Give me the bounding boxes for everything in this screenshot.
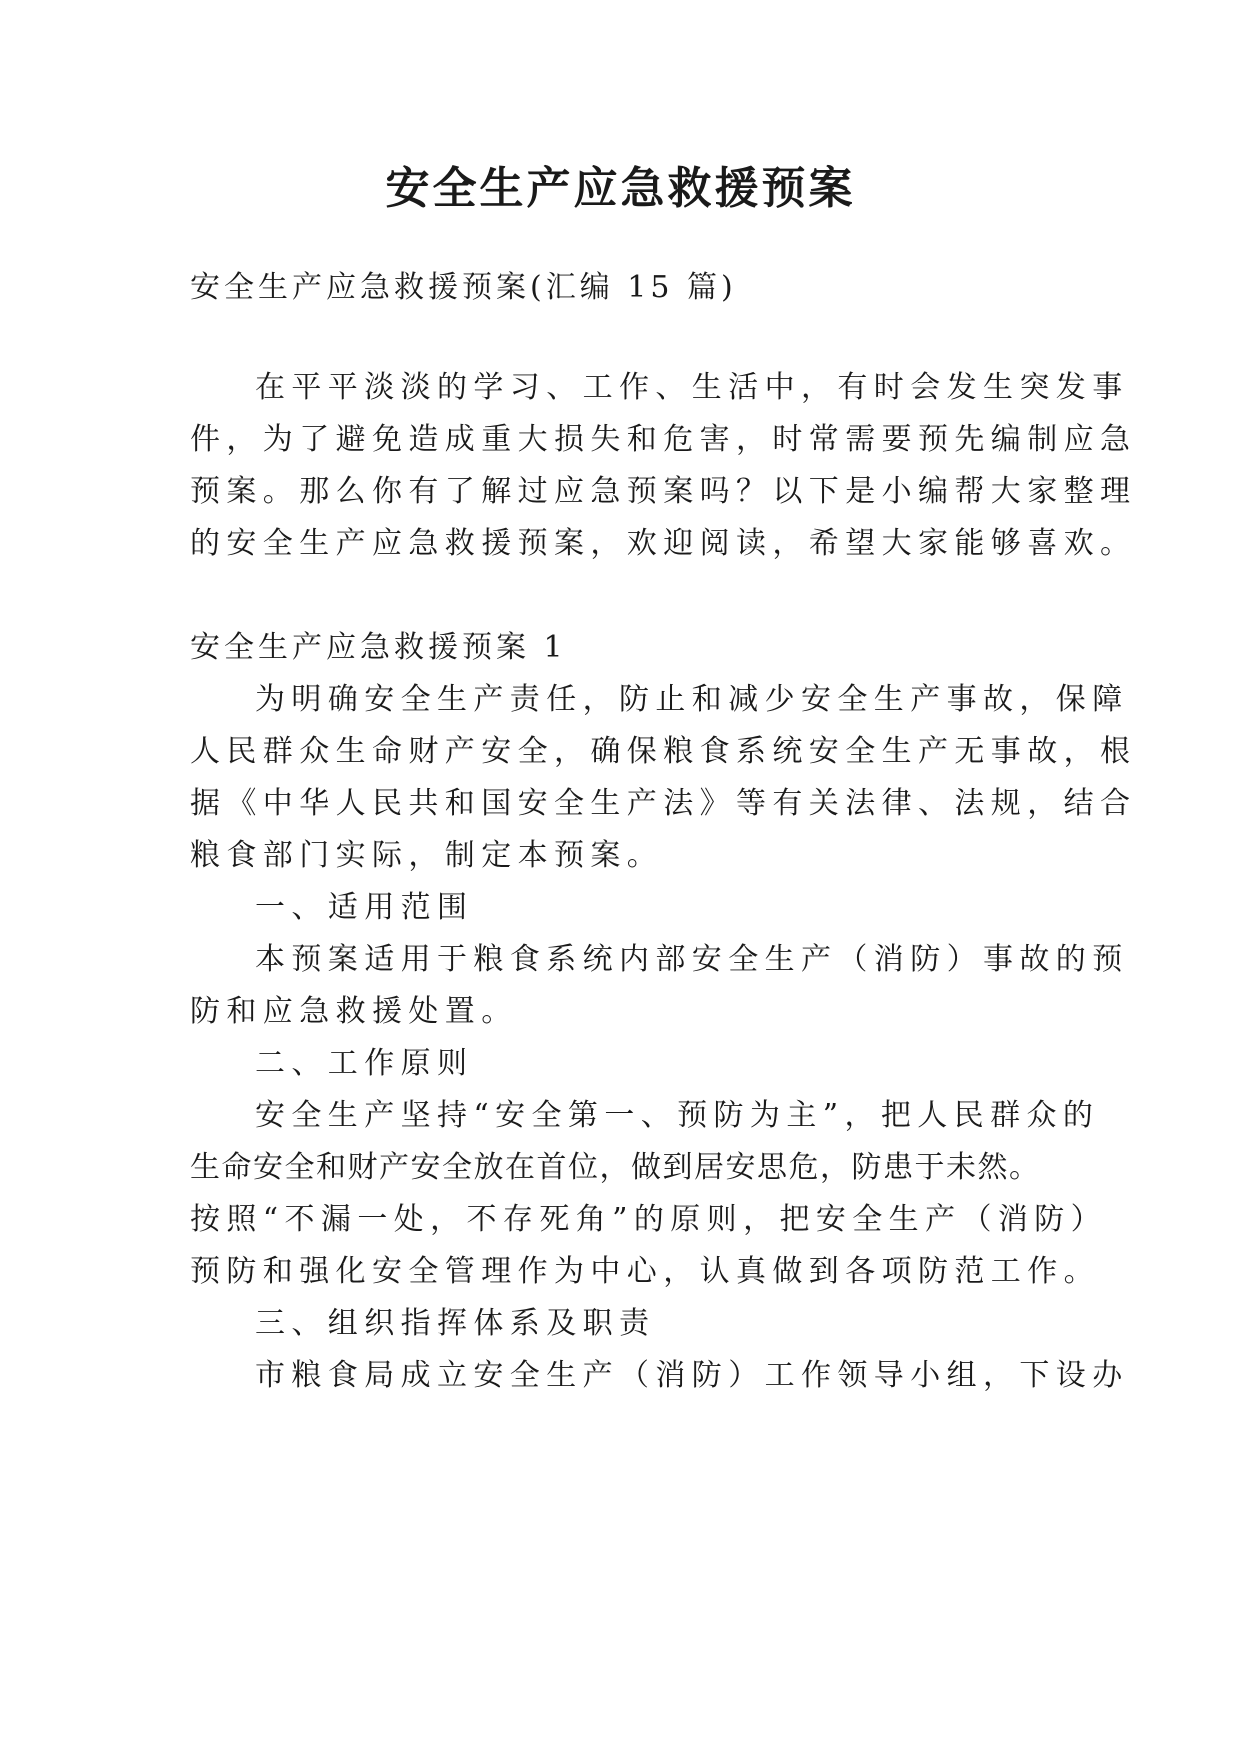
body-line-2: 人民群众生命财产安全，确保粮食系统安全生产无事故，根 (190, 734, 1137, 769)
intro-line-4: 的安全生产应急救援预案，欢迎阅读，希望大家能够喜欢。 (190, 526, 1137, 561)
body-line-7: 防和应急救援处置。 (190, 994, 518, 1029)
body-line-4: 粮食部门实际，制定本预案。 (190, 838, 664, 873)
document-title: 安全生产应急救援预案 (385, 163, 856, 214)
intro-line-2: 件，为了避免造成重大损失和危害，时常需要预先编制应急 (190, 422, 1137, 457)
intro-line-3: 预案。那么你有了解过应急预案吗？以下是小编帮大家整理 (190, 474, 1137, 509)
section-heading: 安全生产应急救援预案 1 (190, 630, 567, 665)
section-principles-heading: 二、工作原则 (255, 1046, 474, 1081)
section-organization-heading: 三、组织指挥体系及职责 (255, 1306, 656, 1341)
body-line-11: 按照“不漏一处，不存死角”的原则，把安全生产（消防） (190, 1202, 1108, 1237)
body-line-3: 据《中华人民共和国安全生产法》等有关法律、法规，结合 (190, 786, 1137, 821)
body-line-10: 生命安全和财产安全放在首位，做到居安思危，防患于未然。 (190, 1150, 1041, 1185)
body-line-9: 安全生产坚持“安全第一、预防为主”，把人民群众的 (255, 1098, 1100, 1133)
section-scope-heading: 一、适用范围 (255, 890, 474, 925)
body-line-14: 市粮食局成立安全生产（消防）工作领导小组，下设办 (255, 1358, 1129, 1393)
intro-line-1: 在平平淡淡的学习、工作、生活中，有时会发生突发事 (255, 370, 1129, 405)
body-line-6: 本预案适用于粮食系统内部安全生产（消防）事故的预 (255, 942, 1129, 977)
body-line-12: 预防和强化安全管理作为中心，认真做到各项防范工作。 (190, 1254, 1100, 1289)
document-subtitle: 安全生产应急救援预案(汇编 15 篇) (190, 270, 737, 305)
body-line-1: 为明确安全生产责任，防止和减少安全生产事故，保障 (255, 682, 1129, 717)
